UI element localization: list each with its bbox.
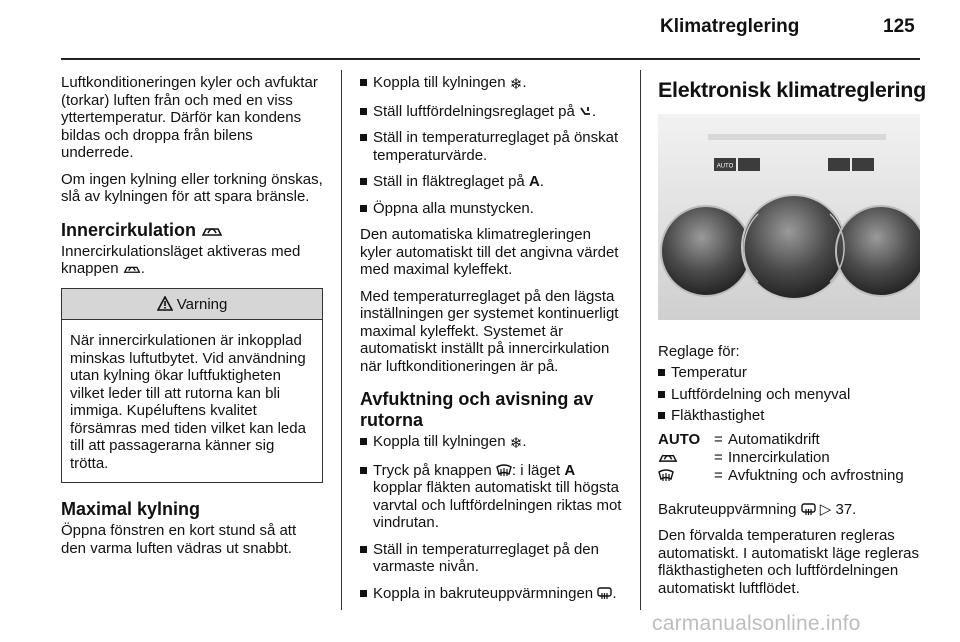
column-divider-2 <box>640 70 641 610</box>
warning-header: Varning <box>62 289 322 321</box>
air-distribution-knob <box>742 195 846 299</box>
list-item: Tryck på knappen : i läget A kopplar fläkten automatiskt till högsta varvtal och luftfördelningen riktas mot vindrutan. <box>360 462 622 532</box>
air-distribution-icon <box>579 105 592 118</box>
warning-box <box>61 288 323 484</box>
page-reference-arrow-icon: ▷ <box>819 500 832 518</box>
heading-avfuktning: Avfuktning och avisning av rutorna <box>360 389 594 430</box>
defrost-icon <box>496 464 512 477</box>
watermark: carmanualsonline.info <box>652 612 861 635</box>
list-item: Öppna alla munstycken. <box>360 200 622 218</box>
heading-maximal-kylning: Maximal kylning <box>61 499 201 519</box>
recirculation-icon <box>658 451 678 464</box>
recirculation-button-photo <box>738 158 760 171</box>
cooling-off-paragraph: Om ingen kylning eller torkning önskas, slå av kylningen för att spara bränsle. <box>61 170 323 205</box>
list-item: Koppla till kylningen ❄. <box>360 433 622 453</box>
legend-row: AUTO = Automatikdrift <box>658 430 820 448</box>
column-divider-1 <box>341 70 342 610</box>
defrost-button-photo <box>852 158 874 171</box>
defrost-icon <box>658 469 674 482</box>
list-item: Ställ in temperaturreglaget på den varmaste nivån. <box>360 541 622 576</box>
legend-row: = Avfuktning och avfrostning <box>658 467 920 485</box>
climate-control-panel-photo <box>658 114 920 320</box>
section-title: Elektronisk klimatreglering <box>658 78 926 102</box>
recirculation-icon <box>123 263 141 275</box>
temperature-knob <box>661 206 751 296</box>
controls-heading: Reglage för: <box>658 342 740 360</box>
list-item: Ställ in temperaturreglaget på önskat temperaturvärde. <box>360 129 622 164</box>
legend-table <box>658 431 920 485</box>
column-3 <box>658 74 926 606</box>
list-item: Koppla in bakruteuppvärmningen . <box>360 585 622 603</box>
fan-speed-knob <box>836 206 920 296</box>
intro-paragraph: Luftkonditioneringen kyler och avfuktar (torkar) luften från och med en viss yttertemperatur. Därför kan kondens bildas och droppa från bilens underrede. <box>61 74 318 161</box>
warning-triangle-icon <box>157 296 173 311</box>
legend-row: = Innercirkulation <box>658 449 920 467</box>
header-rule <box>61 58 920 60</box>
list-item: Ställ luftfördelningsreglaget på . <box>360 103 622 121</box>
heading-innercirkulation: Innercirkulation <box>61 220 323 241</box>
warning-text: När innercirkulationen är inkopplad minskas luftutbytet. Vid användning utan kylning ökar luftfuktigheten vilket leder till att rutorna kan bli immiga. Kupéluftens kvalitet försämras med tiden vilket kan leda till att passagerarna känner sig trötta. <box>70 332 306 472</box>
column-1 <box>61 74 323 566</box>
list-item: Koppla till kylningen ❄. <box>360 74 622 94</box>
maximal-kylning-paragraph: Öppna fönstren en kort stund så att den varma luften vädras ut snabbt. <box>61 522 297 557</box>
list-item: Luftfördelning och menyval <box>658 386 920 404</box>
rear-window-heating-icon <box>801 503 816 516</box>
page-title: Klimatreglering <box>660 16 800 37</box>
rear-window-heating-icon <box>597 587 612 600</box>
list-item: Fläkthastighet <box>658 407 920 425</box>
page-number: 125 <box>883 16 915 37</box>
auto-cooling-paragraph: Den automatiska klimatregleringen kyler automatiskt till det angivna värdet med maximal kyleffekt. <box>360 226 619 278</box>
rear-heating-paragraph: Bakruteuppvärmning ▷ 37. <box>658 500 857 518</box>
default-temperature-paragraph: Den förvalda temperaturen regleras automatiskt. I automatiskt läge regleras fläkthastigheten och luftfördelningen automatiskt luftflödet. <box>658 527 919 597</box>
column-2 <box>360 74 622 611</box>
snowflake-icon: ❄ <box>509 435 523 452</box>
rear-heating-button-photo <box>828 158 850 171</box>
svg-text:AUTO: AUTO <box>716 163 734 170</box>
innercirkulation-paragraph: Innercirkulationsläget aktiveras med knappen . <box>61 242 301 277</box>
max-cooling-paragraph: Med temperaturreglaget på den lägsta inställningen ger systemet kontinuerligt maximal kyleffekt. Systemet är automatiskt inställt på innercirkulation när luftkonditioneringen är på. <box>360 287 619 375</box>
list-item: Ställ in fläktreglaget på A. <box>360 173 622 191</box>
snowflake-icon: ❄ <box>509 76 523 93</box>
list-item: Temperatur <box>658 364 920 382</box>
recirculation-icon <box>201 224 223 238</box>
